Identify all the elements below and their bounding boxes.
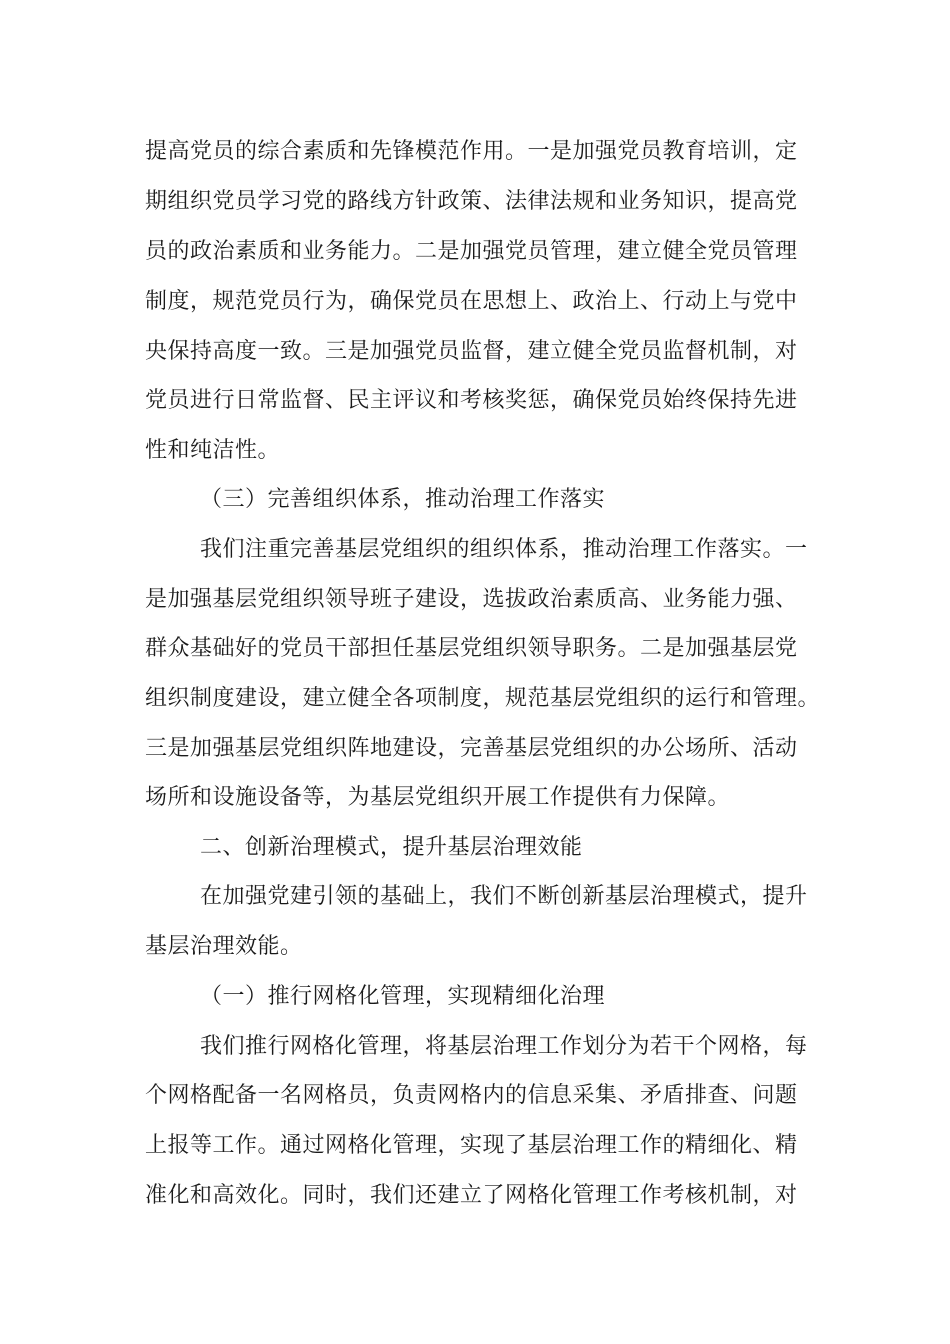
body-text-line: 三是加强基层党组织阵地建设，完善基层党组织的办公场所、活动 [145, 736, 798, 761]
body-text-line: 是加强基层党组织领导班子建设，选拔政治素质高、业务能力强、 [145, 587, 798, 612]
body-text-line: 员的政治素质和业务能力。二是加强党员管理，建立健全党员管理 [145, 239, 798, 264]
body-text-line: 性和纯洁性。 [145, 438, 281, 463]
body-text-line: 场所和设施设备等，为基层党组织开展工作提供有力保障。 [145, 785, 731, 810]
body-text-line: 央保持高度一致。三是加强党员监督，建立健全党员监督机制，对 [145, 339, 798, 364]
body-text-line: 组织制度建设，建立健全各项制度，规范基层党组织的运行和管理。 [145, 686, 821, 711]
section-heading: （三）完善组织体系，推动治理工作落实 [200, 487, 606, 512]
body-text-line: 上报等工作。通过网格化管理，实现了基层治理工作的精细化、精 [145, 1133, 798, 1158]
body-text-line: 准化和高效化。同时，我们还建立了网格化管理工作考核机制，对 [145, 1183, 798, 1208]
body-text-line: 提高党员的综合素质和先锋模范作用。一是加强党员教育培训，定 [145, 139, 798, 164]
body-text-line: 个网格配备一名网格员，负责网格内的信息采集、矛盾排查、问题 [145, 1083, 798, 1108]
paragraph-first-line: 我们注重完善基层党组织的组织体系，推动治理工作落实。一 [200, 537, 808, 562]
body-text-line: 制度，规范党员行为，确保党员在思想上、政治上、行动上与党中 [145, 289, 798, 314]
body-text-line: 党员进行日常监督、民主评议和考核奖惩，确保党员始终保持先进 [145, 388, 798, 413]
chapter-heading: 二、创新治理模式，提升基层治理效能 [200, 835, 583, 860]
body-text-line: 基层治理效能。 [145, 934, 303, 959]
body-text-line: 期组织党员学习党的路线方针政策、法律法规和业务知识，提高党 [145, 189, 798, 214]
paragraph-first-line: 我们推行网格化管理，将基层治理工作划分为若干个网格，每 [200, 1034, 808, 1059]
body-text-line: 群众基础好的党员干部担任基层党组织领导职务。二是加强基层党 [145, 636, 798, 661]
paragraph-first-line: 在加强党建引领的基础上，我们不断创新基层治理模式，提升 [200, 884, 808, 909]
section-heading: （一）推行网格化管理，实现精细化治理 [200, 984, 606, 1009]
